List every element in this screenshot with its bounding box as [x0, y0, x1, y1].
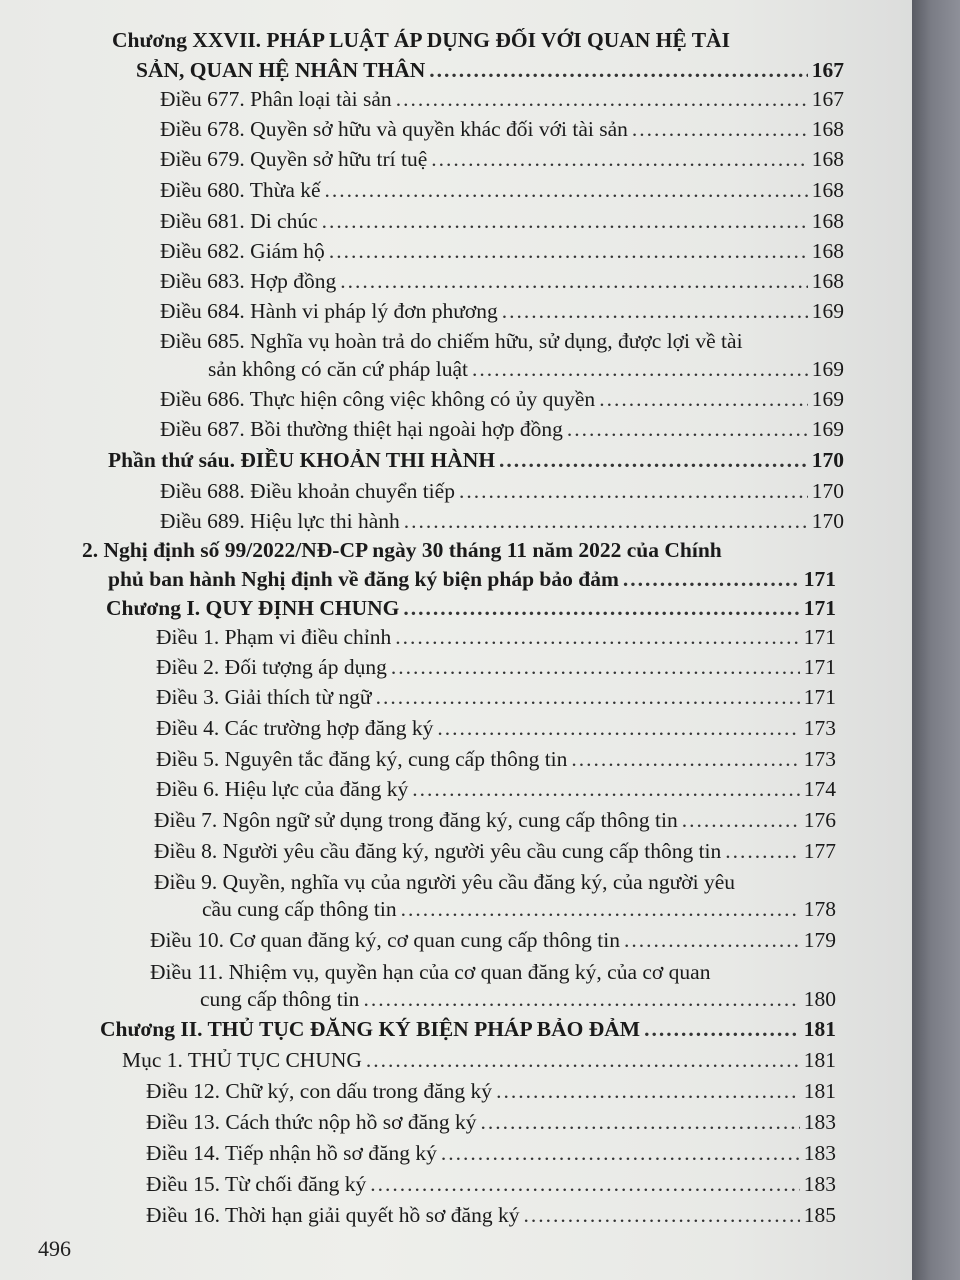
toc-entry-title: Điều 15. Từ chối đăng ký	[146, 1172, 367, 1196]
toc-entry-page: 168	[811, 239, 844, 263]
toc-entry	[156, 774, 836, 804]
toc-entry	[160, 236, 844, 266]
toc-entry	[108, 445, 844, 475]
leader-dots	[363, 984, 799, 1014]
toc-entry-title: Điều 10. Cơ quan đăng ký, cơ quan cung cấp thông tin	[150, 928, 620, 952]
toc-entry-title: Điều 682. Giám hộ	[160, 239, 325, 263]
toc-entry-title: Điều 16. Thời hạn giải quyết hồ sơ đăng ký	[146, 1203, 520, 1227]
leader-dots	[481, 1107, 800, 1137]
leader-dots	[429, 55, 807, 85]
toc-entry-heading-line1: Chương XXVII. PHÁP LUẬT ÁP DỤNG ĐỐI VỚI QUAN HỆ TÀI	[112, 28, 730, 52]
toc-entry-title: Điều 5. Nguyên tắc đăng ký, cung cấp thông tin	[156, 747, 568, 771]
toc-entry	[106, 593, 836, 623]
toc-entry	[136, 55, 844, 85]
toc-entry	[146, 1200, 836, 1230]
toc-entry-page: 169	[811, 299, 844, 323]
toc-entry-title: cầu cung cấp thông tin	[202, 897, 397, 921]
leader-dots	[499, 445, 808, 475]
toc-entry-title: Điều 687. Bồi thường thiệt hại ngoài hợp đồng	[160, 417, 563, 441]
toc-entry	[146, 1107, 836, 1137]
toc-entry-page: 183	[803, 1172, 836, 1196]
toc-entry-page: 185	[803, 1203, 836, 1227]
toc-entry-title: Điều 686. Thực hiện công việc không có ủy quyền	[160, 387, 596, 411]
leader-dots	[644, 1014, 800, 1044]
leader-dots	[567, 414, 808, 444]
leader-dots	[403, 593, 799, 623]
toc-entry-line1: Điều 9. Quyền, nghĩa vụ của người yêu cầu đăng ký, của người yêu	[154, 870, 736, 894]
toc-entry-title: Điều 7. Ngôn ngữ sử dụng trong đăng ký, cung cấp thông tin	[154, 808, 678, 832]
leader-dots	[496, 1076, 800, 1106]
toc-entry-page: 167	[811, 58, 844, 82]
toc-entry-title: Điều 688. Điều khoản chuyển tiếp	[160, 479, 455, 503]
toc-entry	[156, 682, 836, 712]
leader-dots	[472, 354, 808, 384]
toc-entry-page: 183	[803, 1141, 836, 1165]
leader-dots	[632, 114, 808, 144]
toc-entry-page: 169	[811, 417, 844, 441]
leader-dots	[329, 236, 808, 266]
leader-dots	[404, 506, 808, 536]
toc-entry	[156, 713, 836, 743]
leader-dots	[459, 476, 808, 506]
leader-dots	[599, 384, 808, 414]
leader-dots	[401, 894, 800, 924]
toc-entry-page: 168	[811, 269, 844, 293]
leader-dots	[325, 175, 808, 205]
toc-entry-page: 179	[803, 928, 836, 952]
leader-dots	[396, 84, 808, 114]
toc-entry-title: Điều 689. Hiệu lực thi hành	[160, 509, 400, 533]
toc-entry-title: Điều 6. Hiệu lực của đăng ký	[156, 777, 409, 801]
toc-entry-page: 171	[803, 625, 836, 649]
toc-entry-page: 180	[803, 987, 836, 1011]
leader-dots	[395, 622, 799, 652]
toc-entry	[156, 652, 836, 682]
toc-entry-page: 181	[803, 1017, 836, 1041]
toc-entry-page: 171	[803, 567, 836, 591]
toc-entry-page: 169	[811, 357, 844, 381]
leader-dots	[322, 206, 808, 236]
toc-entry-page: 168	[811, 209, 844, 233]
leader-dots	[523, 1200, 799, 1230]
toc-entry	[154, 836, 836, 866]
toc-entry	[108, 564, 836, 594]
toc-entry-page: 181	[803, 1048, 836, 1072]
leader-dots	[441, 1138, 800, 1168]
leader-dots	[682, 805, 800, 835]
toc-entry-title: Điều 683. Hợp đồng	[160, 269, 337, 293]
leader-dots	[725, 836, 799, 866]
toc-entry-title: Điều 678. Quyền sở hữu và quyền khác đối với tài sản	[160, 117, 628, 141]
toc-entry	[160, 114, 844, 144]
leader-dots	[412, 774, 799, 804]
toc-entry	[100, 1014, 836, 1044]
toc-entry-title: Chương II. THỦ TỤC ĐĂNG KÝ BIỆN PHÁP BẢO ĐẢM	[100, 1017, 641, 1041]
toc-entry-page: 178	[803, 897, 836, 921]
toc-entry-title: phủ ban hành Nghị định về đăng ký biện pháp bảo đảm	[108, 567, 619, 591]
toc-entry	[122, 1045, 836, 1075]
toc-entry	[146, 1076, 836, 1106]
toc-entry-page: 171	[803, 685, 836, 709]
toc-entry-page: 177	[803, 839, 836, 863]
leader-dots	[624, 925, 800, 955]
toc-entry-title: Điều 2. Đối tượng áp dụng	[156, 655, 387, 679]
toc-entry-title: SẢN, QUAN HỆ NHÂN THÂN	[136, 58, 426, 82]
page-number: 496	[38, 1236, 71, 1261]
toc-entry-title: Điều 12. Chữ ký, con dấu trong đăng ký	[146, 1079, 493, 1103]
toc-entry	[160, 414, 844, 444]
toc-entry	[146, 1138, 836, 1168]
toc-entry	[156, 622, 836, 652]
toc-entry	[160, 84, 844, 114]
toc-entry-title: Điều 1. Phạm vi điều chỉnh	[156, 625, 392, 649]
toc-entry-page: 171	[803, 596, 836, 620]
toc-entry-title: Điều 14. Tiếp nhận hồ sơ đăng ký	[146, 1141, 437, 1165]
toc-entry	[202, 894, 836, 924]
leader-dots	[571, 744, 799, 774]
toc-entry	[146, 1169, 836, 1199]
toc-entry	[200, 984, 836, 1014]
toc-entry-title: Mục 1. THỦ TỤC CHUNG	[122, 1048, 362, 1072]
leader-dots	[366, 1045, 800, 1075]
toc-entry	[160, 175, 844, 205]
toc-entry-title: Điều 13. Cách thức nộp hồ sơ đăng ký	[146, 1110, 477, 1134]
toc-entry-page: 170	[811, 479, 844, 503]
toc-section-line1: 2. Nghị định số 99/2022/NĐ-CP ngày 30 tháng 11 năm 2022 của Chính	[82, 538, 722, 562]
toc-entry-page: 174	[803, 777, 836, 801]
toc-entry-page: 168	[811, 117, 844, 141]
toc-entry	[160, 384, 844, 414]
toc-entry-title: sản không có căn cứ pháp luật	[208, 357, 469, 381]
leader-dots	[376, 682, 800, 712]
toc-entry	[160, 296, 844, 326]
toc-entry-page: 168	[811, 178, 844, 202]
leader-dots	[431, 144, 808, 174]
toc-entry	[160, 476, 844, 506]
toc-entry-title: Phần thứ sáu. ĐIỀU KHOẢN THI HÀNH	[108, 448, 496, 472]
toc-entry-title: Điều 684. Hành vi pháp lý đơn phương	[160, 299, 498, 323]
toc-entry-title: Điều 3. Giải thích từ ngữ	[156, 685, 372, 709]
leader-dots	[391, 652, 800, 682]
toc-entry-title: Điều 680. Thừa kế	[160, 178, 321, 202]
toc-entry-page: 168	[811, 147, 844, 171]
toc-entry-page: 173	[803, 747, 836, 771]
toc-entry	[160, 506, 844, 536]
toc-entry-title: Điều 4. Các trường hợp đăng ký	[156, 716, 434, 740]
toc-entry-title: cung cấp thông tin	[200, 987, 360, 1011]
toc-entry	[150, 925, 836, 955]
toc-entry	[154, 805, 836, 835]
toc-entry	[156, 744, 836, 774]
leader-dots	[370, 1169, 800, 1199]
toc-entry-title: Chương I. QUY ĐỊNH CHUNG	[106, 596, 400, 620]
toc-entry-page: 169	[811, 387, 844, 411]
toc-entry-page: 173	[803, 716, 836, 740]
toc-entry-title: Điều 677. Phân loại tài sản	[160, 87, 392, 111]
toc-entry	[160, 206, 844, 236]
toc-entry-page: 170	[811, 509, 844, 533]
toc-entry-page: 167	[811, 87, 844, 111]
toc-entry	[160, 144, 844, 174]
leader-dots	[623, 564, 800, 594]
toc-entry-title: Điều 8. Người yêu cầu đăng ký, người yêu cầu cung cấp thông tin	[154, 839, 722, 863]
toc-entry-page: 170	[811, 448, 844, 472]
toc-entry-line1: Điều 11. Nhiệm vụ, quyền hạn của cơ quan đăng ký, của cơ quan	[150, 960, 711, 984]
toc-entry-page: 171	[803, 655, 836, 679]
toc-entry-page: 181	[803, 1079, 836, 1103]
leader-dots	[340, 266, 808, 296]
leader-dots	[502, 296, 808, 326]
book-edge	[912, 0, 960, 1280]
toc-entry	[208, 354, 844, 384]
toc-entry-line1: Điều 685. Nghĩa vụ hoàn trả do chiếm hữu, sử dụng, được lợi về tài	[160, 329, 743, 353]
toc-entry	[160, 266, 844, 296]
leader-dots	[437, 713, 799, 743]
toc-entry-page: 183	[803, 1110, 836, 1134]
toc-entry-title: Điều 679. Quyền sở hữu trí tuệ	[160, 147, 428, 171]
toc-entry-page: 176	[803, 808, 836, 832]
toc-entry-title: Điều 681. Di chúc	[160, 209, 318, 233]
